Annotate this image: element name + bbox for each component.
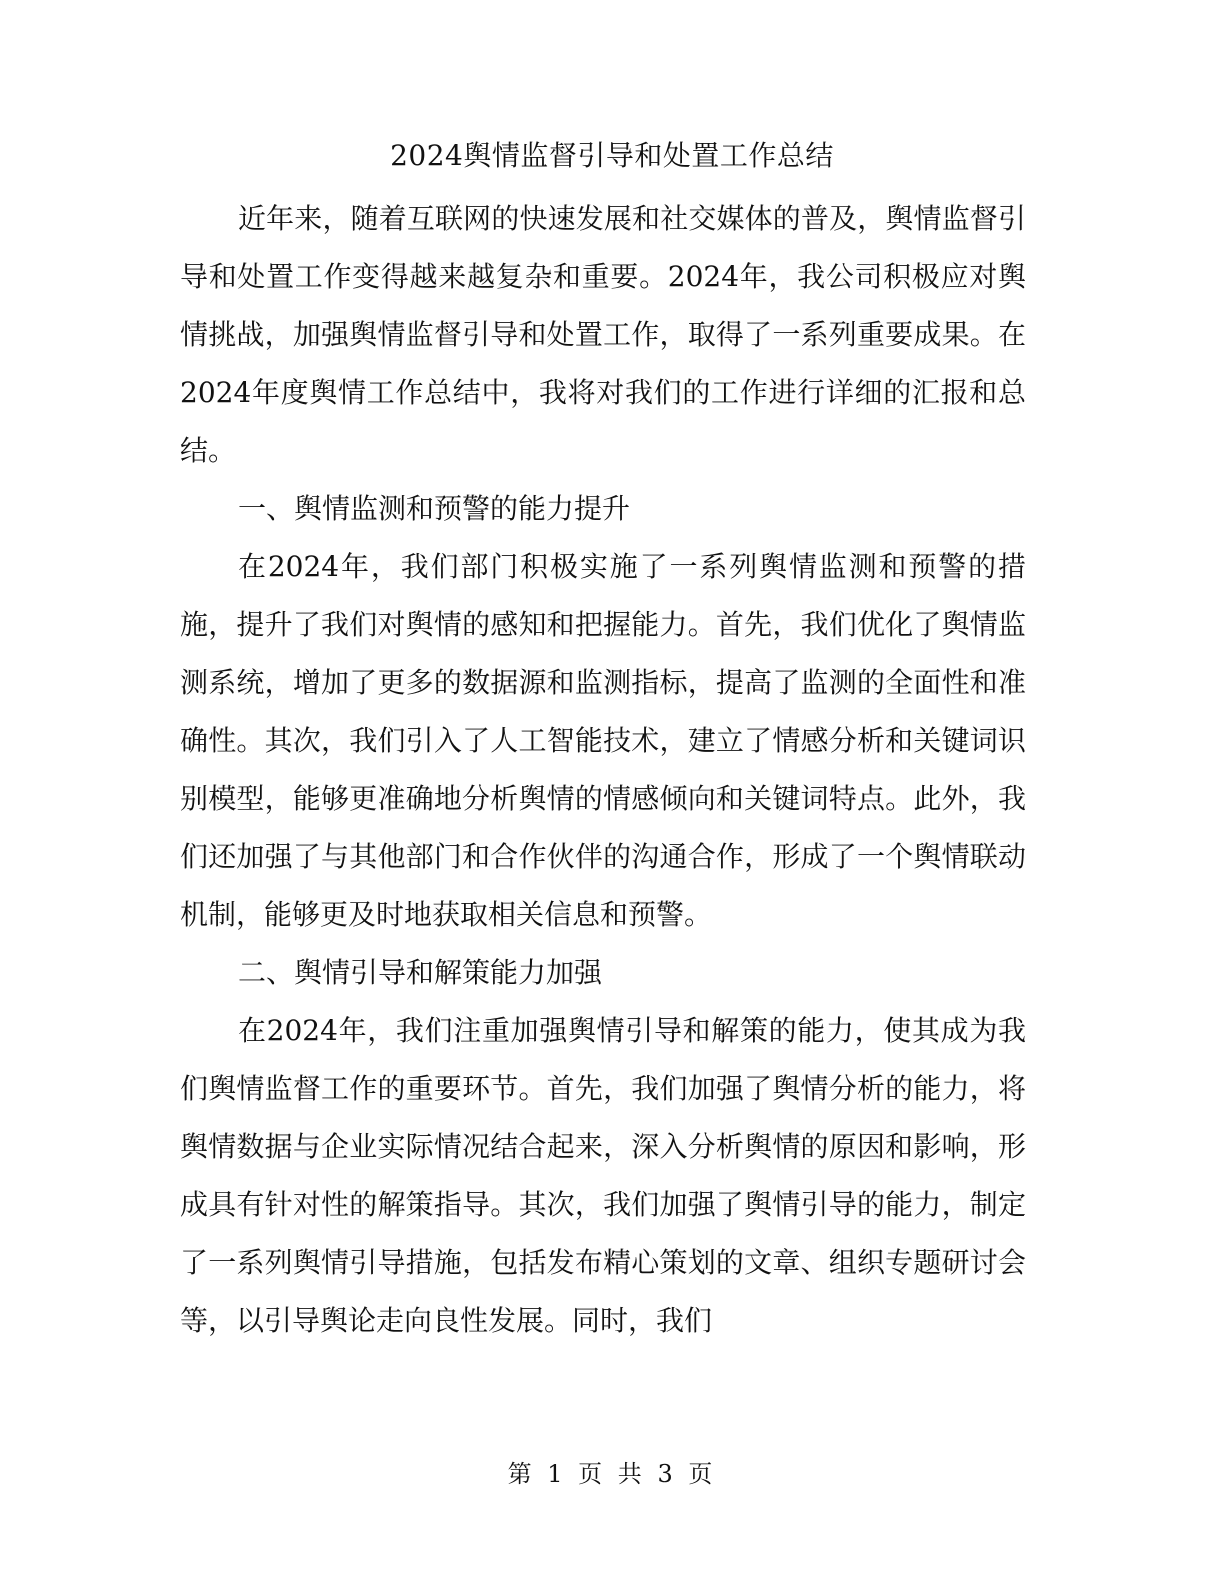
paragraph-section-1: 在2024年，我们部门积极实施了一系列舆情监测和预警的措施，提升了我们对舆情的感知和把握能力。首先，我们优化了舆情监测系统，增加了更多的数据源和监测指标，提高了监测的全面性和准确性。其次，我们引入了人工智能技术，建立了情感分析和关键词识别模型，能够更准确地分析舆情的情感倾向和关键词特点。此外，我们还加强了与其他部门和合作伙伴的沟通合作，形成了一个舆情联动机制，能够更及时地获取相关信息和预警。 [180, 550, 1026, 931]
page-number: 第 1 页 共 3 页 [507, 1460, 717, 1488]
paragraph-intro: 近年来，随着互联网的快速发展和社交媒体的普及，舆情监督引导和处置工作变得越来越复杂和重要。2024年，我公司积极应对舆情挑战，加强舆情监督引导和处置工作，取得了一系列重要成果。在2024年度舆情工作总结中，我将对我们的工作进行详细的汇报和总结。 [180, 202, 1026, 467]
section-heading-1: 一、舆情监测和预警的能力提升 [238, 492, 631, 525]
section-heading-2: 二、舆情引导和解策能力加强 [238, 956, 603, 989]
paragraph-section-2: 在2024年，我们注重加强舆情引导和解策的能力，使其成为我们舆情监督工作的重要环节。首先，我们加强了舆情分析的能力，将舆情数据与企业实际情况结合起来，深入分析舆情的原因和影响，形成具有针对性的解策指导。其次，我们加强了舆情引导的能力，制定了一系列舆情引导措施，包括发布精心策划的文章、组织专题研讨会等，以引导舆论走向良性发展。同时，我们 [180, 1014, 1026, 1337]
document-body [180, 190, 1026, 1350]
document-title: 2024舆情监督引导和处置工作总结 [390, 139, 834, 172]
